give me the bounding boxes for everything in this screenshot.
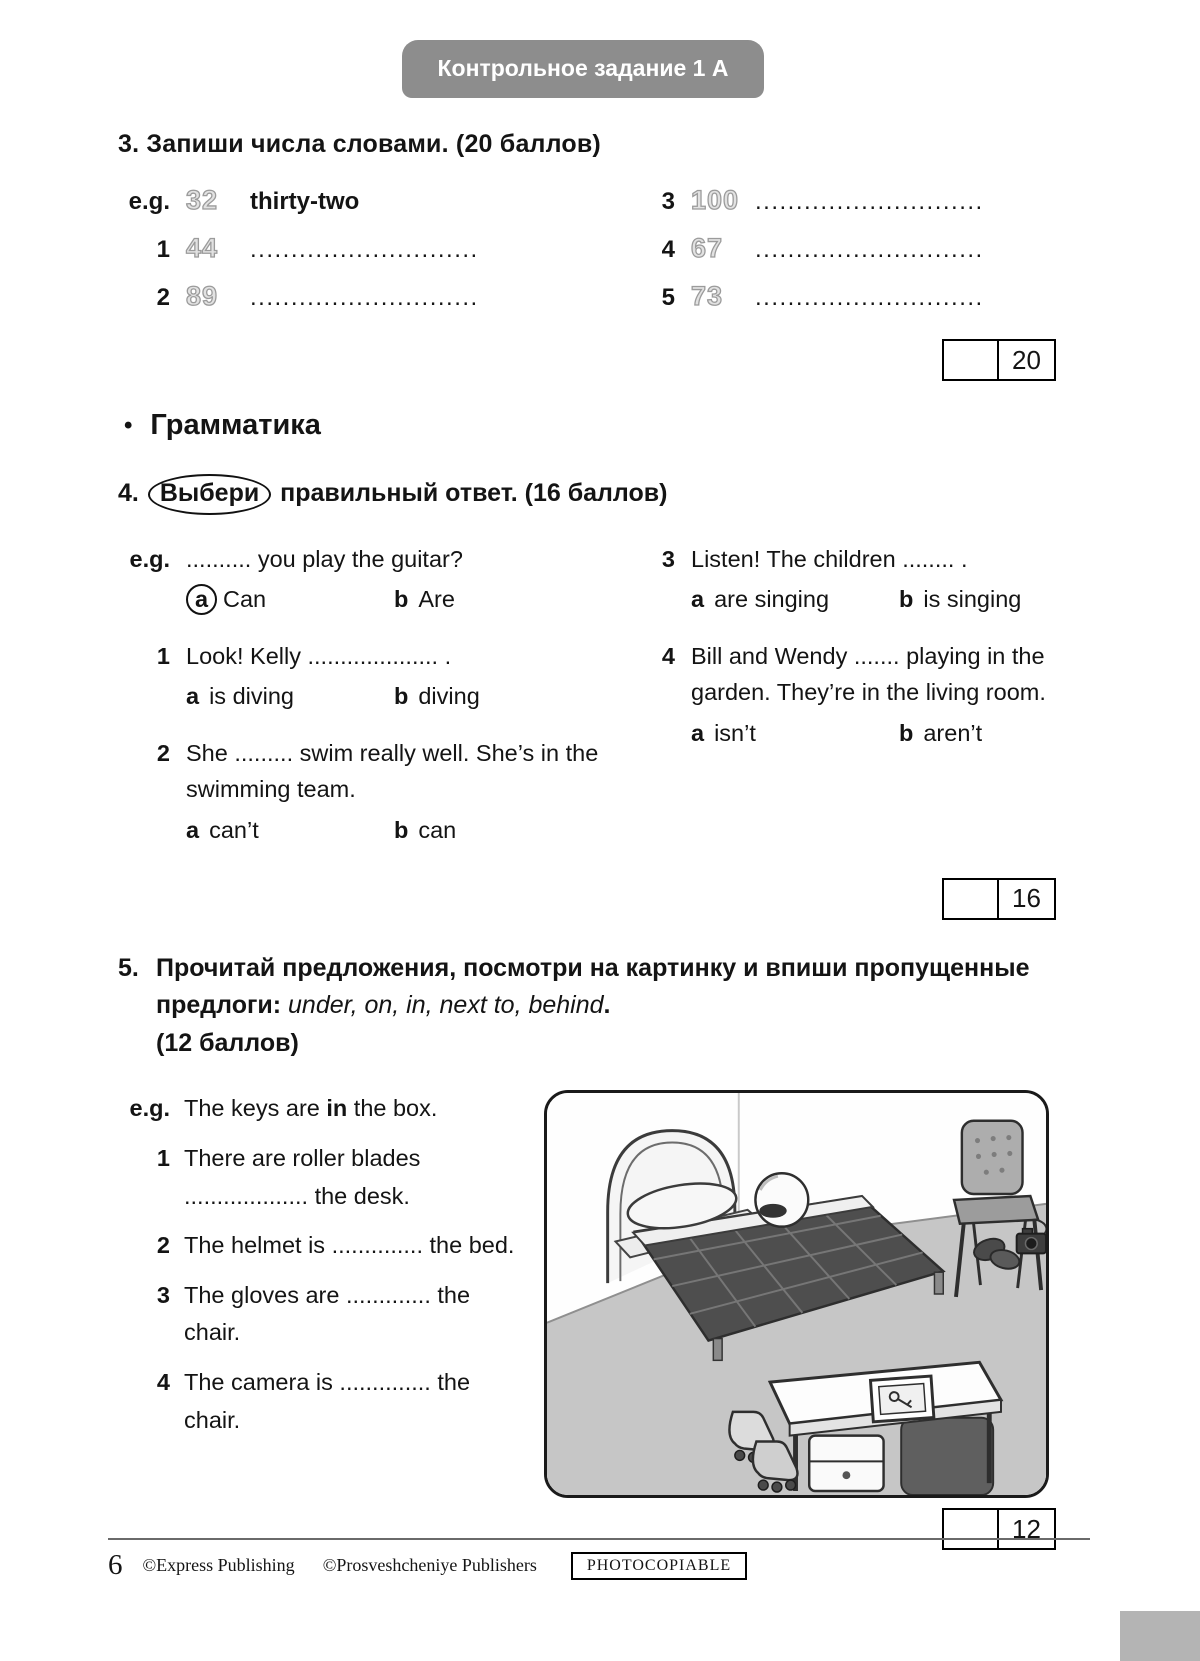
option-b bbox=[394, 581, 455, 617]
option-b-text: can bbox=[418, 816, 457, 843]
number-item bbox=[118, 185, 623, 233]
item-label: e.g. bbox=[128, 188, 170, 215]
question-item bbox=[623, 638, 1070, 751]
item-label: e.g. bbox=[129, 546, 170, 572]
question-body bbox=[691, 541, 1070, 618]
option-a-text: can’t bbox=[209, 816, 259, 843]
option-b-key: b bbox=[394, 586, 409, 613]
page-number: 6 bbox=[108, 1549, 123, 1581]
option-a bbox=[691, 581, 899, 617]
outline-number: 44 bbox=[186, 233, 219, 263]
item-label: 2 bbox=[156, 284, 170, 311]
question-item bbox=[118, 541, 623, 618]
drawer-icon bbox=[809, 1436, 883, 1491]
question-text: She ......... swim really well. She’s in the swimming team. bbox=[186, 739, 599, 803]
question-text: Look! Kelly .................... . bbox=[186, 642, 452, 669]
option-a-key: a bbox=[691, 586, 705, 613]
header-badge: Контрольное задание 1 А bbox=[402, 40, 764, 98]
bedroom-illustration bbox=[547, 1093, 1046, 1495]
sentence-item bbox=[118, 1277, 518, 1352]
option-b-key: b bbox=[394, 683, 409, 710]
question-item bbox=[623, 541, 1070, 618]
option-a bbox=[186, 678, 394, 714]
item-label: 1 bbox=[156, 1145, 170, 1172]
exercise4-title-rest: правильный ответ. (16 баллов) bbox=[280, 479, 668, 507]
item-label: 3 bbox=[661, 188, 675, 215]
sentence-text bbox=[184, 1090, 518, 1128]
answer-blank: ............................ bbox=[755, 188, 984, 215]
exercise4-right-column bbox=[623, 541, 1070, 868]
item-label: 5 bbox=[661, 284, 675, 311]
answer-blank: ............................ bbox=[250, 284, 479, 311]
option-a-key: a bbox=[691, 719, 705, 746]
prepositions-list: under, on, in, next to, behind bbox=[288, 991, 604, 1020]
example-pre: The keys are bbox=[184, 1095, 327, 1122]
example-answer: thirty-two bbox=[250, 188, 360, 215]
score-max-value: 16 bbox=[999, 878, 1056, 920]
sentence-item bbox=[118, 1090, 518, 1128]
publisher-credit: ©Prosveshcheniye Publishers bbox=[322, 1555, 537, 1575]
exercise3-number-grid bbox=[118, 185, 1070, 329]
exercise5-points: (12 баллов) bbox=[156, 1028, 299, 1057]
circled-answer-a: a bbox=[186, 584, 217, 615]
exercise3-title: 3. Запиши числа словами. (20 баллов) bbox=[118, 130, 601, 158]
exercise3-left-column bbox=[118, 185, 623, 329]
options-row bbox=[691, 715, 1070, 751]
question-text: Listen! The children ........ . bbox=[691, 546, 968, 572]
exercise4-questions bbox=[118, 541, 1070, 868]
exercise5-title-bold: Прочитай предложения, посмотри на картинку и впиши пропущенные предлоги: bbox=[156, 953, 1030, 1020]
question-text: .......... you play the guitar? bbox=[186, 546, 463, 572]
grammar-section-heading bbox=[124, 409, 1070, 442]
option-b-text: diving bbox=[418, 683, 480, 710]
exercise4-number: 4. bbox=[118, 479, 139, 507]
exercise5-sentences bbox=[118, 1090, 518, 1498]
options-row bbox=[691, 581, 1070, 617]
option-a bbox=[186, 581, 394, 617]
score-max-value: 20 bbox=[999, 339, 1056, 381]
score-empty-cell bbox=[942, 878, 999, 920]
sentence-item bbox=[118, 1364, 518, 1439]
option-b-text: Are bbox=[418, 586, 455, 613]
grammar-heading-label: Грамматика bbox=[150, 409, 321, 441]
exercise4-left-column bbox=[118, 541, 623, 868]
scan-edge-artifact bbox=[1120, 1611, 1200, 1661]
option-a bbox=[691, 715, 899, 751]
page-footer bbox=[108, 1538, 1090, 1582]
item-label: 2 bbox=[156, 739, 170, 766]
sentence-text: There are roller blades ................... the desk. bbox=[184, 1145, 421, 1209]
example-post: the box. bbox=[347, 1095, 438, 1122]
exercise5-title bbox=[118, 950, 1070, 1063]
answer-blank: ............................ bbox=[755, 284, 984, 311]
option-a-key: a bbox=[186, 683, 200, 710]
option-b bbox=[899, 581, 1021, 617]
sentence-text: The gloves are ............. the chair. bbox=[184, 1281, 471, 1346]
example-answer-word: in bbox=[326, 1095, 348, 1122]
item-label: 4 bbox=[661, 642, 675, 669]
outline-number: 100 bbox=[691, 185, 740, 215]
option-b-key: b bbox=[899, 586, 914, 613]
option-a bbox=[186, 812, 394, 848]
sentence-item bbox=[118, 1140, 518, 1215]
option-a-text: are singing bbox=[714, 586, 830, 613]
exercise4-score-box bbox=[118, 878, 1056, 920]
question-item bbox=[118, 638, 623, 715]
option-b-text: aren’t bbox=[923, 719, 983, 746]
score-empty-cell bbox=[942, 339, 999, 381]
exercise5-title-text bbox=[156, 950, 1070, 1063]
answer-blank: ............................ bbox=[755, 236, 984, 263]
outline-number: 67 bbox=[691, 233, 724, 263]
options-row bbox=[186, 812, 623, 848]
question-text: Bill and Wendy ....... playing in the garden. They’re in the living room. bbox=[691, 642, 1046, 706]
exercise4-title bbox=[118, 474, 1070, 515]
sentence-text: The camera is .............. the chair. bbox=[184, 1369, 471, 1433]
option-b bbox=[394, 678, 480, 714]
item-label: 2 bbox=[156, 1232, 170, 1259]
score-max-value: 12 bbox=[999, 1508, 1056, 1550]
option-b-text: is singing bbox=[923, 586, 1022, 613]
item-label: 4 bbox=[661, 236, 675, 263]
options-row bbox=[186, 678, 623, 714]
question-body bbox=[691, 638, 1070, 751]
option-a-text: Can bbox=[223, 586, 267, 613]
option-b bbox=[394, 812, 456, 848]
item-label: 3 bbox=[661, 546, 675, 572]
number-item bbox=[118, 233, 623, 281]
exercise5-number: 5. bbox=[118, 953, 139, 982]
helmet-icon bbox=[755, 1174, 808, 1227]
question-body bbox=[186, 735, 623, 848]
question-body bbox=[186, 638, 623, 715]
publisher-credit: ©Express Publishing bbox=[142, 1555, 295, 1575]
option-a-key: a bbox=[186, 816, 200, 843]
number-item bbox=[623, 185, 1070, 233]
outline-number: 89 bbox=[186, 281, 219, 311]
photocopiable-stamp: PHOTOCOPIABLE bbox=[571, 1552, 747, 1580]
item-label: 3 bbox=[156, 1281, 170, 1308]
number-item bbox=[623, 233, 1070, 281]
exercise3-score-box bbox=[118, 339, 1056, 381]
outline-number: 73 bbox=[691, 281, 724, 311]
exercise5-body bbox=[118, 1090, 1070, 1498]
sentence-text: The helmet is .............. the bed. bbox=[184, 1232, 515, 1259]
item-label: 1 bbox=[156, 236, 170, 263]
options-row bbox=[186, 581, 623, 617]
option-b bbox=[899, 715, 982, 751]
exercise3-right-column bbox=[623, 185, 1070, 329]
option-b-key: b bbox=[899, 719, 914, 746]
option-b-key: b bbox=[394, 816, 409, 843]
exercise5-title-end: . bbox=[603, 991, 611, 1020]
page-content bbox=[118, 130, 1070, 1550]
option-a-text: isn’t bbox=[714, 719, 756, 746]
bedroom-illustration-frame bbox=[544, 1090, 1049, 1498]
keys-box-icon bbox=[870, 1377, 933, 1423]
number-item bbox=[623, 281, 1070, 329]
question-body bbox=[186, 541, 623, 618]
item-label: e.g. bbox=[129, 1095, 170, 1122]
question-item bbox=[118, 735, 623, 848]
bullet-icon: • bbox=[124, 411, 133, 439]
number-item bbox=[118, 281, 623, 329]
stool-icon bbox=[901, 1418, 993, 1495]
sentence-item bbox=[118, 1227, 518, 1265]
option-a-text: is diving bbox=[209, 683, 294, 710]
outline-number: 32 bbox=[186, 185, 219, 215]
item-label: 4 bbox=[156, 1369, 170, 1396]
circled-word: Выбери bbox=[148, 474, 271, 515]
item-label: 1 bbox=[156, 642, 170, 669]
answer-blank: ............................ bbox=[250, 236, 479, 263]
